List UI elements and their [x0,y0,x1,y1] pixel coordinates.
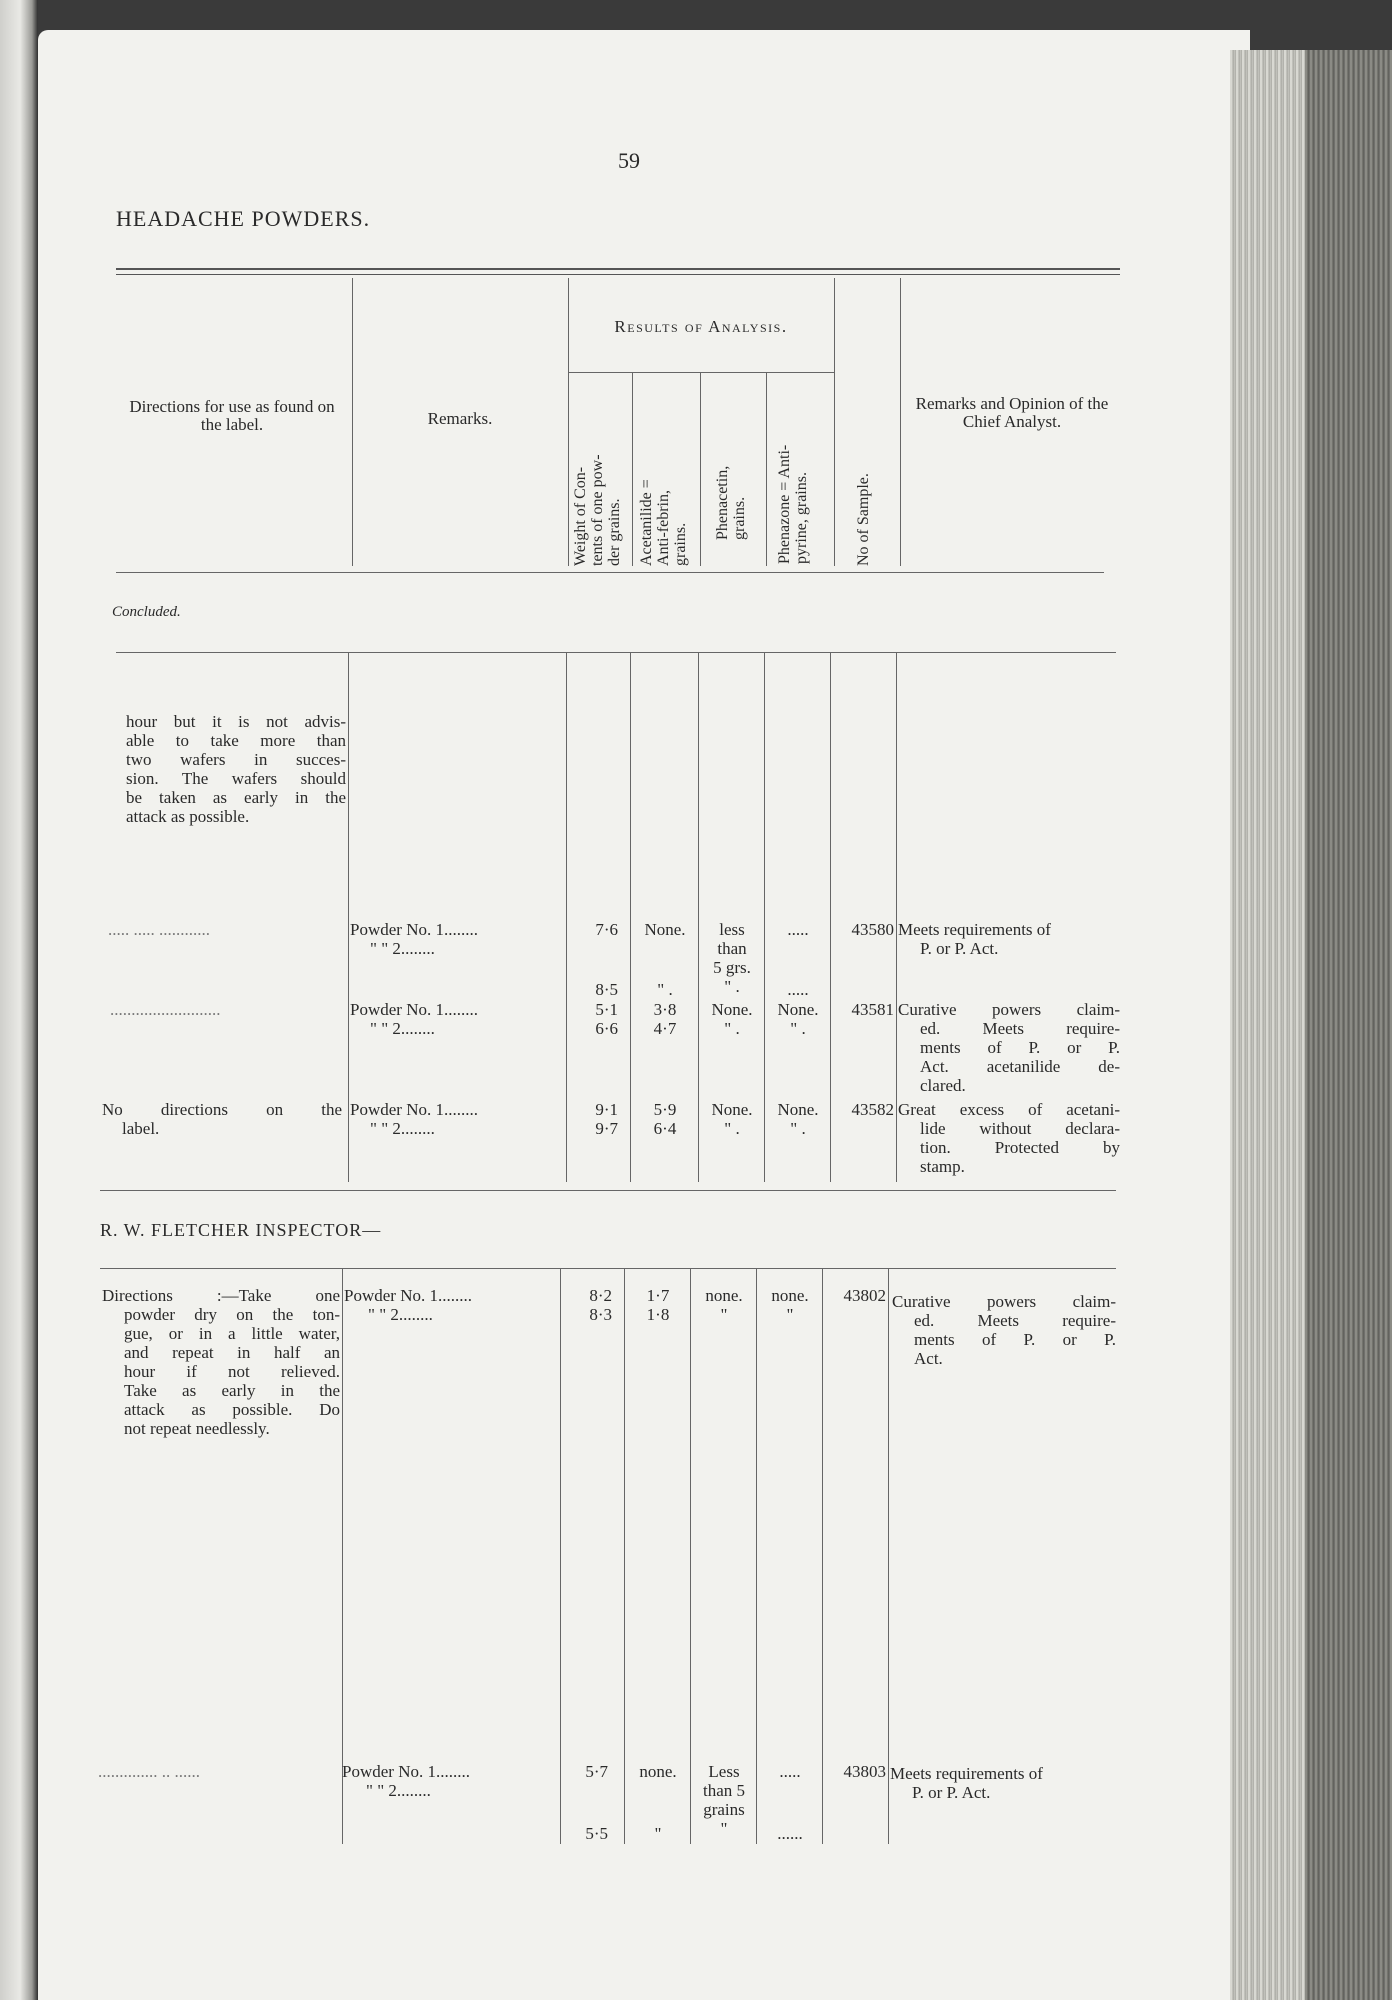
powder-1-label: Powder No. 1........ [350,1100,478,1119]
page-number: 59 [618,148,640,173]
phenacetin-line: " [720,1819,728,1838]
column-divider [830,652,831,1182]
direction-line: label. [122,1119,160,1138]
row-5-opinion [890,1764,1116,1802]
direction-line: Directions :—Take one [102,1286,340,1305]
direction-line: two wafers in succes- [126,750,346,769]
powder-1-label: Powder No. 1........ [350,920,478,939]
row-1-phenacetin [700,920,764,996]
direction-line: hour if not relieved. [124,1362,340,1381]
opinion-line: ed. Meets require- [920,1019,1120,1038]
column-header-chief-analyst: Remarks and Opinion of the Chief Analyst. [915,394,1109,431]
header-divider [568,372,834,373]
phenacetin-line: than [717,939,747,958]
column-divider [698,652,699,1182]
column-divider [560,1268,561,1844]
phenacetin-line: " . [724,977,740,996]
row-1-sample-number: 43580 [851,920,894,939]
row-2-acetanilide [632,1000,698,1038]
weight-1: 9·1 [595,1100,618,1119]
column-divider [690,1268,691,1844]
acetanilide-2: 6·4 [653,1119,677,1138]
weight-2: 6·6 [595,1019,618,1038]
phenacetin-2: " [720,1305,728,1324]
row-5-acetanilide-1: none. [639,1762,677,1781]
powder-2-label: " " 2........ [370,1119,435,1138]
opinion-line: lide without declara- [920,1119,1120,1138]
opinion-line: tion. Protected by [920,1138,1120,1157]
header-divider [632,372,633,566]
row-5-directions-dots: .............. .. ...... [98,1762,200,1781]
row-2-weight [570,1000,618,1038]
section-title-fletcher: R. W. FLETCHER INSPECTOR— [100,1220,382,1240]
opinion-line: Great excess of acetani- [898,1100,1120,1119]
phenazone-2: " . [790,1119,806,1138]
direction-line: sion. The wafers should [126,769,346,788]
concluded-label: Concluded. [112,604,181,620]
phenacetin-line: less [719,920,745,939]
opinion-line: Curative powers claim- [892,1292,1116,1311]
weight-header-line1: Weight of Con- [572,466,589,566]
row-3-opinion [898,1100,1120,1176]
column-header-weight [572,454,623,566]
weight-1: 8·2 [589,1286,612,1305]
powder-2-label: " " 2........ [368,1305,433,1324]
column-header-phenazone [776,445,810,564]
column-header-acetanilide [638,479,689,566]
column-divider [630,652,631,1182]
powder-2-label: " " 2........ [370,939,435,958]
powder-1-label: Powder No. 1........ [342,1762,470,1781]
row-3-remarks [350,1100,560,1138]
opinion-line: P. or P. Act. [920,939,999,958]
phenacetin-header-line1: Phenacetin, [714,465,731,540]
row-4-remarks [344,1286,554,1324]
phenacetin-2: " . [724,1119,740,1138]
row-5-weight-1: 5·7 [585,1762,608,1781]
header-divider [700,372,701,566]
opinion-line: ments of P. or P. [914,1330,1116,1349]
phenazone-1: None. [777,1100,819,1119]
row-4-sample-number: 43802 [843,1286,886,1305]
row-1-opinion [898,920,1120,958]
opinion-line: clared. [920,1076,966,1095]
row-1-weight-1: 7·6 [595,920,618,939]
phenacetin-line: grains [703,1800,745,1819]
phenazone-1: none. [771,1286,809,1305]
row-4-phenacetin [692,1286,756,1324]
powder-1-label: Powder No. 1........ [350,1000,478,1019]
row-5-phenazone-2: ...... [777,1824,803,1843]
top-double-rule [116,268,1120,275]
powder-2-label: " " 2........ [370,1019,435,1038]
direction-line: Take as early in the [124,1381,340,1400]
phenazone-header-line2: pyrine, grains. [793,472,810,564]
weight-2: 9·7 [595,1119,618,1138]
column-header-phenacetin [714,466,748,540]
phenacetin-1: None. [711,1000,753,1019]
opinion-line: stamp. [920,1157,965,1176]
opinion-line: Act. [914,1349,943,1368]
direction-line: not repeat needlessly. [124,1419,270,1438]
row-2-sample-number: 43581 [851,1000,894,1019]
powder-2-label: " " 2........ [366,1781,431,1800]
row-3-directions [102,1100,342,1138]
column-divider [888,1268,889,1844]
column-divider [822,1268,823,1844]
opinion-line: Meets requirements of [890,1764,1043,1783]
phenacetin-1: none. [705,1286,743,1305]
row-5-acetanilide-2: " [654,1824,662,1843]
column-divider [342,1268,343,1844]
column-divider [624,1268,625,1844]
book-left-page-edge [0,0,38,2000]
row-5-phenacetin [692,1762,756,1838]
direction-line: hour but it is not advis- [126,712,346,731]
direction-line: powder dry on the ton- [124,1305,340,1324]
column-group-results-of-analysis: Results of Analysis. [614,317,788,336]
direction-line: attack as possible. Do [124,1400,340,1419]
acetanilide-1: 1·7 [646,1286,670,1305]
column-header-directions: Directions for use as found on the label. [129,397,335,434]
row-4-acetanilide [626,1286,690,1324]
direction-line: gue, or in a little water, [124,1324,340,1343]
direction-line: be taken as early in the [126,788,346,807]
section-end-rule [100,1190,1116,1191]
row-2-remarks [350,1000,560,1038]
phenazone-1: None. [777,1000,819,1019]
row-5-weight-2: 5·5 [585,1824,608,1843]
acetanilide-header-line3: grains. [672,522,689,566]
phenacetin-1: None. [711,1100,753,1119]
row-4-directions [102,1286,340,1438]
row-5-remarks [342,1762,554,1800]
phenacetin-line: than 5 [702,1781,746,1800]
book-cover-edge [1305,50,1392,2000]
acetanilide-1: 3·8 [653,1000,677,1019]
header-divider [834,278,835,566]
row-3-phenacetin [700,1100,764,1138]
phenacetin-2: " . [724,1019,740,1038]
opinion-line: Curative powers claim- [898,1000,1120,1019]
acetanilide-1: 5·9 [653,1100,677,1119]
header-bottom-rule [116,572,1104,573]
header-divider [900,278,901,566]
continued-directions [126,712,346,826]
acetanilide-header-line2: Anti-febrin, [655,490,672,566]
weight-2: 8·3 [589,1305,612,1324]
weight-1: 5·1 [595,1000,618,1019]
phenacetin-line: Less [708,1762,740,1781]
direction-line: able to take more than [126,731,346,750]
powder-1-label: Powder No. 1........ [344,1286,472,1305]
opinion-line: ed. Meets require- [914,1311,1116,1330]
opinion-line: P. or P. Act. [912,1783,991,1802]
row-4-phenazone [758,1286,822,1324]
direction-line: and repeat in half an [124,1343,340,1362]
direction-line: No directions on the [102,1100,342,1119]
row-2-directions-dots: .......................... [110,1000,221,1019]
header-divider [568,278,569,566]
column-header-remarks: Remarks. [427,409,493,428]
weight-header-line2: tents of one pow- [589,454,606,566]
column-divider [896,652,897,1182]
row-4-weight [564,1286,612,1324]
phenazone-header-line1: Phenazone = Anti- [776,444,793,564]
row-1-directions-dots: ..... ..... ............ [108,920,210,939]
row-3-phenazone [766,1100,830,1138]
page-title: HEADACHE POWDERS. [116,206,371,231]
header-divider [766,372,767,566]
column-divider [348,652,349,1182]
column-divider [764,652,765,1182]
phenazone-2: " [786,1305,794,1324]
acetanilide-2: 4·7 [653,1019,677,1038]
column-divider [566,652,567,1182]
row-5-sample-number: 43803 [843,1762,886,1781]
opinion-line: Act. acetanilide de- [920,1057,1120,1076]
weight-header-line3: der grains. [606,498,623,566]
row-2-opinion [898,1000,1120,1095]
row-3-weight [570,1100,618,1138]
row-4-opinion [892,1292,1116,1368]
phenacetin-header-line2: grains. [731,496,748,540]
column-header-sample-number [855,473,872,566]
sample-header-line: No of Sample. [855,473,872,566]
row-5-phenazone-1: ..... [779,1762,801,1781]
opinion-line: Meets requirements of [898,920,1051,939]
phenacetin-line: 5 grs. [713,958,751,977]
row-3-acetanilide [632,1100,698,1138]
acetanilide-header-line1: Acetanilide = [638,479,655,566]
acetanilide-2: 1·8 [646,1305,670,1324]
row-1-phenazone-1: ..... [787,920,809,939]
direction-line: attack as possible. [126,807,250,826]
row-1-phenazone-2: ..... [787,980,809,999]
header-divider [352,278,353,566]
phenazone-2: " . [790,1019,806,1038]
row-1-acetanilide-1: None. [644,920,686,939]
section-2-top-rule [100,1268,1116,1269]
body-top-rule [116,652,1116,653]
row-1-acetanilide-2: " . [657,980,673,999]
row-2-phenazone [766,1000,830,1038]
row-3-sample-number: 43582 [851,1100,894,1119]
row-1-remarks [350,920,560,958]
row-1-weight-2: 8·5 [595,980,618,999]
opinion-line: ments of P. or P. [920,1038,1120,1057]
column-divider [756,1268,757,1844]
row-2-phenacetin [700,1000,764,1038]
